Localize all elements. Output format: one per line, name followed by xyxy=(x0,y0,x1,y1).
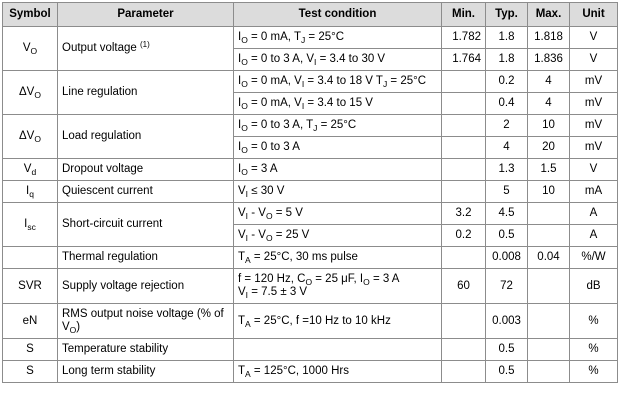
min-cell: 0.2 xyxy=(442,225,486,247)
min-cell xyxy=(442,361,486,383)
table-row xyxy=(3,27,618,49)
parameter-cell: Long term stability xyxy=(58,361,234,383)
max-cell xyxy=(528,269,570,304)
max-cell xyxy=(528,304,570,339)
min-cell: 60 xyxy=(442,269,486,304)
typ-cell: 2 xyxy=(486,115,528,137)
typ-cell: 0.5 xyxy=(486,339,528,361)
max-cell xyxy=(528,203,570,225)
header-min: Min. xyxy=(442,3,486,27)
max-cell: 0.04 xyxy=(528,247,570,269)
max-cell: 10 xyxy=(528,115,570,137)
condition-cell: $I_O = 3$ A xyxy=(234,159,442,181)
condition-cell: $V_I - V_O = 25$ V xyxy=(234,225,442,247)
typ-cell: 4.5 xyxy=(486,203,528,225)
symbol-cell: SVR xyxy=(3,269,58,304)
max-cell: 1.5 xyxy=(528,159,570,181)
header-symbol: Symbol xyxy=(3,3,58,27)
max-cell: 1.836 xyxy=(528,49,570,71)
table-row xyxy=(3,181,618,203)
parameter-cell: Temperature stability xyxy=(58,339,234,361)
unit-cell: mV xyxy=(570,115,618,137)
max-cell: 20 xyxy=(528,137,570,159)
table-row xyxy=(3,269,618,304)
condition-cell xyxy=(234,339,442,361)
typ-cell: 0.2 xyxy=(486,71,528,93)
header-parameter: Parameter xyxy=(58,3,234,27)
table-row xyxy=(3,339,618,361)
min-cell: 1.764 xyxy=(442,49,486,71)
typ-cell: 0.003 xyxy=(486,304,528,339)
parameter-cell: Line regulation xyxy=(58,71,234,115)
unit-cell: V xyxy=(570,27,618,49)
symbol-cell: S xyxy=(3,361,58,383)
max-cell xyxy=(528,361,570,383)
table-row xyxy=(3,71,618,93)
header-typ: Typ. xyxy=(486,3,528,27)
unit-cell: V xyxy=(570,49,618,71)
typ-cell: 1.8 xyxy=(486,49,528,71)
max-cell: 4 xyxy=(528,93,570,115)
min-cell xyxy=(442,339,486,361)
table-row xyxy=(3,115,618,137)
unit-cell: A xyxy=(570,203,618,225)
table-row xyxy=(3,247,618,269)
condition-cell: $I_O = 0$ mA, $T_J = 25^\circ C$ xyxy=(234,27,442,49)
typ-cell: 0.5 xyxy=(486,225,528,247)
symbol-cell: $I_{sc}$ xyxy=(3,203,58,247)
parameter-cell: Supply voltage rejection xyxy=(58,269,234,304)
unit-cell: V xyxy=(570,159,618,181)
symbol-cell: $I_q$ xyxy=(3,181,58,203)
min-cell xyxy=(442,159,486,181)
symbol-cell: $V_O$ xyxy=(3,27,58,71)
condition-cell: $I_O = 0$ to 3 A, $V_I = 3.4$ to 30 V xyxy=(234,49,442,71)
unit-cell: mV xyxy=(570,71,618,93)
typ-cell: 0.4 xyxy=(486,93,528,115)
table-row xyxy=(3,159,618,181)
symbol-cell: $\Delta V_O$ xyxy=(3,115,58,159)
condition-line: f = 120 Hz, $C_O = 25$ μF, $I_O = 3$ A xyxy=(238,273,400,287)
parameter-cell: Dropout voltage xyxy=(58,159,234,181)
min-cell xyxy=(442,137,486,159)
max-cell: 10 xyxy=(528,181,570,203)
table-row xyxy=(3,203,618,225)
typ-cell: 4 xyxy=(486,137,528,159)
parameter-cell: Thermal regulation xyxy=(58,247,234,269)
unit-cell: mV xyxy=(570,137,618,159)
parameter-cell: RMS output noise voltage (% of $V_O$) xyxy=(58,304,234,339)
unit-cell: dB xyxy=(570,269,618,304)
electrical-characteristics-table xyxy=(2,2,618,383)
condition-cell: $I_O = 0$ to 3 A xyxy=(234,137,442,159)
unit-cell: A xyxy=(570,225,618,247)
table-row xyxy=(3,361,618,383)
unit-cell: % xyxy=(570,304,618,339)
typ-cell: 1.8 xyxy=(486,27,528,49)
symbol-cell: $V_d$ xyxy=(3,159,58,181)
typ-cell: 0.5 xyxy=(486,361,528,383)
unit-cell: % xyxy=(570,361,618,383)
parameter-cell: Quiescent current xyxy=(58,181,234,203)
max-cell: 1.818 xyxy=(528,27,570,49)
header-max: Max. xyxy=(528,3,570,27)
min-cell xyxy=(442,93,486,115)
parameter-cell: Output voltage $^{(1)}$ xyxy=(58,27,234,71)
min-cell xyxy=(442,181,486,203)
max-cell: 4 xyxy=(528,71,570,93)
min-cell xyxy=(442,115,486,137)
typ-cell: 0.008 xyxy=(486,247,528,269)
symbol-cell: eN xyxy=(3,304,58,339)
condition-cell: $I_O = 0$ mA, $V_I = 3.4$ to 18 V $T_J = 25^\circ C$ xyxy=(234,71,442,93)
header-test-condition: Test condition xyxy=(234,3,442,27)
unit-cell: mV xyxy=(570,93,618,115)
table-row xyxy=(3,304,618,339)
condition-cell xyxy=(234,269,442,304)
unit-cell: % xyxy=(570,339,618,361)
max-cell xyxy=(528,225,570,247)
condition-cell: $T_A = 25^\circ C$, f =10 Hz to 10 kHz xyxy=(234,304,442,339)
parameter-cell: Short-circuit current xyxy=(58,203,234,247)
min-cell xyxy=(442,71,486,93)
typ-cell: 5 xyxy=(486,181,528,203)
header-row xyxy=(3,3,618,27)
symbol-cell: $\Delta V_O$ xyxy=(3,71,58,115)
min-cell xyxy=(442,304,486,339)
parameter-cell: Load regulation xyxy=(58,115,234,159)
unit-cell: %/W xyxy=(570,247,618,269)
condition-cell: $V_I \le 30$ V xyxy=(234,181,442,203)
condition-cell: $I_O = 0$ mA, $V_I = 3.4$ to 15 V xyxy=(234,93,442,115)
min-cell: 1.782 xyxy=(442,27,486,49)
min-cell xyxy=(442,247,486,269)
condition-cell: $V_I - V_O = 5$ V xyxy=(234,203,442,225)
symbol-cell xyxy=(3,247,58,269)
condition-cell: $T_A = 25^\circ C$, 30 ms pulse xyxy=(234,247,442,269)
header-unit: Unit xyxy=(570,3,618,27)
unit-cell: mA xyxy=(570,181,618,203)
typ-cell: 72 xyxy=(486,269,528,304)
typ-cell: 1.3 xyxy=(486,159,528,181)
condition-cell: $I_O = 0$ to 3 A, $T_J = 25^\circ C$ xyxy=(234,115,442,137)
min-cell: 3.2 xyxy=(442,203,486,225)
max-cell xyxy=(528,339,570,361)
symbol-cell: S xyxy=(3,339,58,361)
condition-cell: $T_A = 125^\circ C$, 1000 Hrs xyxy=(234,361,442,383)
condition-line: $V_I = 7.5 \pm 3$ V xyxy=(238,286,308,300)
